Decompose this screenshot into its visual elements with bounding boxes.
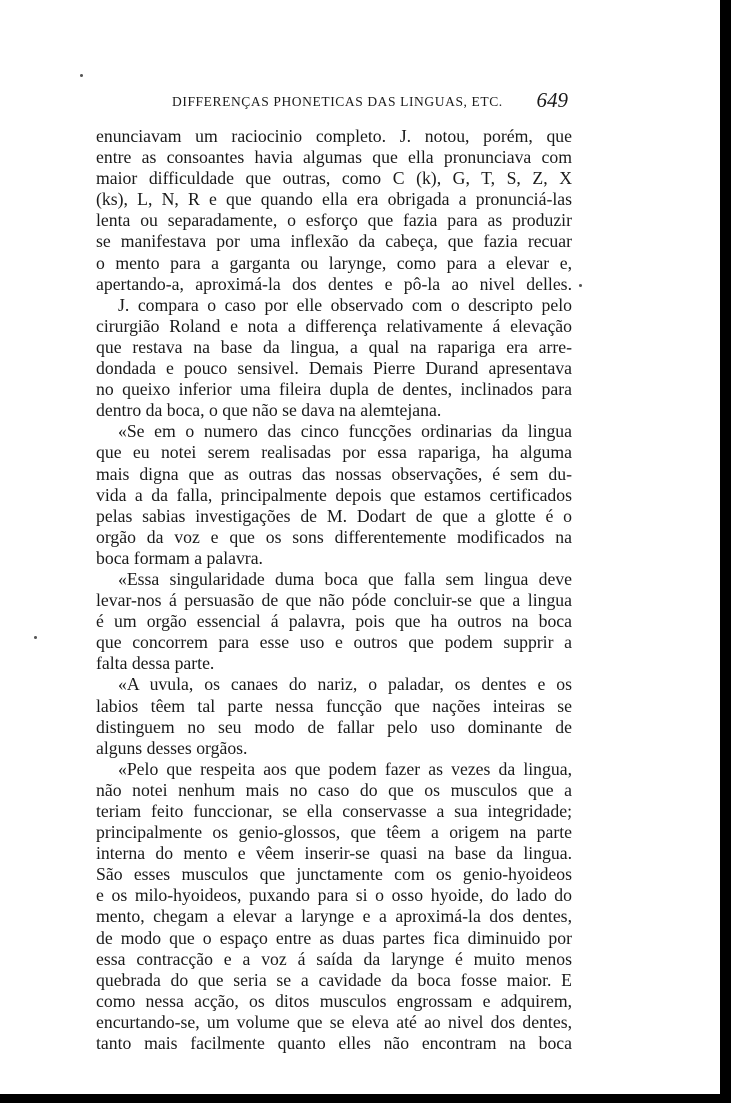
text-line: falta dessa parte.: [96, 653, 215, 674]
text-line: que eu notei serem realisadas por essa rapariga, ha alguma: [96, 442, 572, 463]
text-line: no queixo inferior uma fileira dupla de dentes, inclinados para: [96, 379, 572, 400]
text-line: teriam feito funccionar, se ella conservasse a sua integridade;: [96, 801, 572, 821]
text-line: e os milo-hyoideos, puxando para si o osso hyoide, do lado do: [96, 885, 572, 906]
paper-speck: [34, 636, 37, 639]
text-line: labios têem tal parte nessa funcção que nações inteiras se: [96, 695, 572, 716]
text-line: mais digna que as outras das nossas observações, é sem du-: [96, 463, 572, 484]
text-line: que restava na base da lingua, a qual na rapariga era arre-: [96, 336, 572, 357]
text-line: de modo que o espaço entre as duas partes fica diminuido por: [96, 927, 572, 948]
paper-speck: [80, 74, 83, 77]
body-text: [96, 126, 572, 1054]
text-line: cirurgião Roland e nota a differença relativamente á elevação: [96, 315, 572, 336]
page-header: [96, 88, 572, 116]
text-line: lenta ou separadamente, o esforço que fazia para as produzir: [96, 210, 572, 231]
text-line: é um orgão essencial á palavra, pois que ha outros na boca: [96, 611, 572, 632]
text-line: (ks), L, N, R e que quando ella era obrigada a pronunciá-las: [96, 189, 572, 210]
text-line: essa contracção e a voz á saída da larynge é muito menos: [96, 948, 572, 969]
text-line: que concorrem para esse uso e outros que podem supprir a: [96, 632, 572, 653]
text-line: apertando-a, aproximá-la dos dentes e pô-la ao nivel delles.: [96, 273, 572, 294]
text-line: orgão da voz e que os sons differentemente modificados na: [96, 526, 572, 547]
text-line: «A uvula, os canaes do nariz, o paladar, os dentes e os: [118, 674, 572, 695]
text-line: encurtando-se, um volume que se eleva até ao nivel dos dentes,: [96, 1011, 572, 1032]
text-line: se manifestava por uma inflexão da cabeça, que fazia recuar: [96, 231, 572, 252]
text-line: quebrada do que seria se a cavidade da boca fosse maior. E: [96, 969, 572, 990]
text-line: entre as consoantes havia algumas que ella pronunciava com: [96, 147, 572, 168]
text-line: interna do mento e vêem inserir-se quasi na base da lingua.: [96, 843, 572, 864]
text-line: «Pelo que respeita aos que podem fazer as vezes da lingua,: [118, 758, 572, 779]
paper-speck: [579, 284, 582, 287]
text-line: alguns desses orgãos.: [96, 737, 248, 758]
text-line: pelas sabias investigações de M. Dodart de que a glotte é o: [96, 505, 572, 526]
text-line: o mento para a garganta ou larynge, como para a elevar e,: [96, 252, 572, 273]
text-line: enunciavam um raciocinio completo. J. notou, porém, que: [96, 126, 572, 146]
text-line: distinguem no seu modo de fallar pelo uso dominante de: [96, 716, 572, 737]
scan-edge-right: [720, 0, 731, 1103]
text-line: maior difficuldade que outras, como C (k), G, T, S, Z, X: [96, 168, 572, 189]
page-number: 649: [536, 88, 568, 112]
text-line: levar-nos á persuasão de que não póde concluir-se que a lingua: [96, 590, 572, 611]
text-line: tanto mais facilmente quanto elles não encontram na boca: [96, 1033, 572, 1054]
running-title: DIFFERENÇAS PHONETICAS DAS LINGUAS, ETC.: [172, 94, 503, 109]
text-line: dondada e pouco sensivel. Demais Pierre Durand apresentava: [96, 358, 572, 379]
text-line: como nessa acção, os ditos musculos engrossam e adquirem,: [96, 990, 572, 1011]
text-line: J. compara o caso por elle observado com o descripto pelo: [118, 294, 572, 315]
text-line: São esses musculos que junctamente com os genio-hyoideos: [96, 864, 572, 885]
text-line: vida a da falla, principalmente depois que estamos certificados: [96, 484, 572, 505]
text-line: dentro da boca, o que não se dava na alemtejana.: [96, 400, 442, 421]
text-line: mento, chegam a elevar a larynge e a aproximá-la dos dentes,: [96, 906, 572, 927]
text-line: boca formam a palavra.: [96, 547, 263, 568]
text-line: principalmente os genio-glossos, que têem a origem na parte: [96, 822, 572, 843]
scan-edge-bottom: [0, 1094, 731, 1103]
text-line: «Se em o numero das cinco funcções ordinarias da lingua: [118, 421, 572, 442]
text-line: «Essa singularidade duma boca que falla sem lingua deve: [118, 568, 572, 589]
text-line: não notei nenhum mais no caso do que os musculos que a: [96, 779, 572, 800]
